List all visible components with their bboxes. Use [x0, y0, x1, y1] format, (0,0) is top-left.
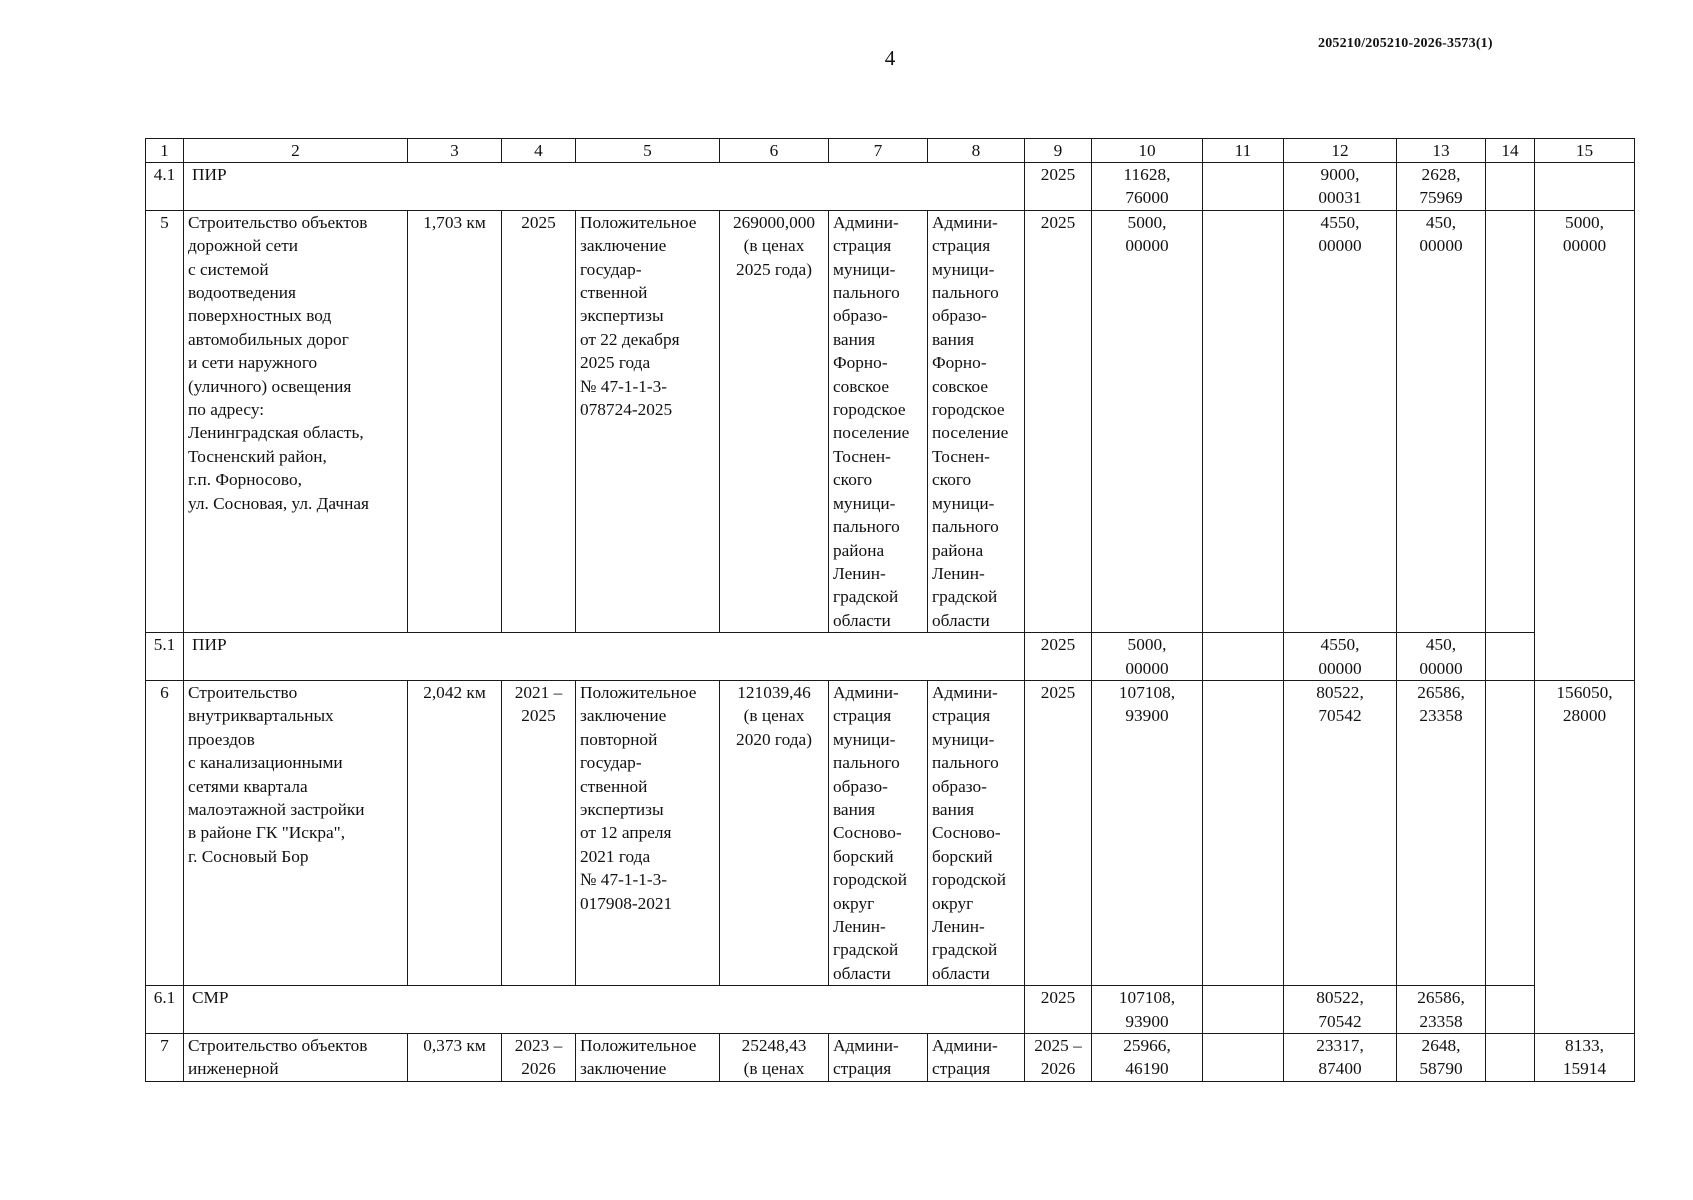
page-number: 4	[884, 46, 896, 70]
expertise-cell-text: Положительное заключение государ- ственной экспертизы от 22 декабря 2025 года № 47-1-1-3- 078724-2025	[580, 212, 697, 420]
expertise-cell	[576, 680, 720, 985]
year-cell	[1025, 1034, 1092, 1082]
period-cell-text: 2025	[521, 212, 556, 232]
developer-cell-text: Админи- страция	[932, 1036, 998, 1079]
object-name-text: Строительство объектов дорожной сети с системой водоотведения поверхностных вод автомобильных дорог и сети наружного (уличного) освещения по адресу: Ленинградская область, Тосненский район, г.п. Форносово, ул. Сосновая, ул. Дачная	[188, 212, 369, 513]
column-number: 14	[1486, 139, 1535, 163]
customer-cell-text: Админи- страция муници- пального образо- вания Сосново- борский городской округ Ленин- градской области	[833, 682, 907, 983]
row-number-text: 4.1	[153, 165, 176, 184]
local-cell-text: 2628, 75969	[1419, 165, 1463, 208]
object-row	[146, 210, 1635, 632]
customer-cell-text: Админи- страция	[833, 1036, 899, 1079]
other-cell	[1486, 210, 1535, 632]
local-cell	[1397, 210, 1486, 632]
subtotal-row	[146, 633, 1635, 681]
customer-cell-text: Админи- страция муници- пального образо- вания Форно- совское городское поселение Тоснен- ского муници- пального района Ленин- градской области	[833, 212, 910, 630]
cost-cell-text: 25248,43 (в ценах	[741, 1036, 807, 1079]
year-cell-text: 2025	[1040, 635, 1076, 655]
object-name-text: Строительство объектов инженерной	[188, 1036, 368, 1079]
object-name	[184, 680, 408, 985]
remaining-cost-cell	[1535, 1034, 1635, 1082]
cost-cell-text: 269000,000 (в ценах 2025 года)	[732, 212, 816, 279]
column-number: 8	[928, 139, 1025, 163]
object-row	[146, 680, 1635, 985]
local-cell-text: 2648, 58790	[1419, 1036, 1463, 1079]
year-cell	[1025, 163, 1092, 211]
regional-cell	[1284, 633, 1397, 681]
year-cell-text: 2025	[1040, 165, 1076, 184]
regional-cell	[1284, 1034, 1397, 1082]
regional-cell	[1284, 210, 1397, 632]
remaining-cost-cell-text: 5000, 00000	[1562, 212, 1607, 256]
cost-cell-text: 121039,46 (в ценах 2020 года)	[736, 682, 812, 749]
stage-label	[184, 633, 1025, 681]
column-number: 11	[1203, 139, 1284, 163]
other-cell	[1486, 680, 1535, 985]
period-cell-text: 2023 – 2026	[514, 1036, 563, 1079]
other-cell	[1486, 1034, 1535, 1082]
local-cell	[1397, 680, 1486, 985]
total-cell-text: 5000, 00000	[1125, 635, 1169, 678]
column-number: 7	[829, 139, 928, 163]
stage-label-text: СМР	[192, 988, 229, 1008]
column-number: 12	[1284, 139, 1397, 163]
column-number: 2	[184, 139, 408, 163]
row-number	[146, 680, 184, 985]
column-number: 10	[1092, 139, 1203, 163]
table-body	[146, 139, 1635, 1082]
length-cell-text: 0,373 км	[423, 1036, 486, 1056]
document-id: 205210/205210-2026-3573(1)	[1318, 36, 1493, 51]
developer-cell	[928, 680, 1025, 985]
column-number: 15	[1535, 139, 1635, 163]
column-number: 9	[1025, 139, 1092, 163]
local-cell-text: 26586, 23358	[1417, 682, 1465, 726]
year-cell	[1025, 986, 1092, 1034]
row-number	[146, 986, 184, 1034]
data-table	[145, 138, 1635, 1082]
regional-cell-text: 80522, 70542	[1316, 988, 1364, 1031]
remaining-cost-cell	[1535, 680, 1635, 1033]
federal-cell	[1203, 633, 1284, 681]
customer-cell	[829, 210, 928, 632]
federal-cell	[1203, 1034, 1284, 1082]
total-cell	[1092, 680, 1203, 985]
column-number: 1	[146, 139, 184, 163]
total-cell	[1092, 986, 1203, 1034]
row-number	[146, 633, 184, 681]
row-number	[146, 163, 184, 211]
local-cell-text: 450, 00000	[1419, 212, 1463, 256]
length-cell	[408, 1034, 502, 1082]
period-cell	[502, 680, 576, 985]
stage-label-text: ПИР	[192, 635, 227, 655]
row-number-text: 6	[160, 682, 169, 702]
customer-cell	[829, 680, 928, 985]
remaining-cost-cell	[1535, 210, 1635, 680]
column-number: 6	[720, 139, 829, 163]
year-cell-text: 2025	[1040, 212, 1076, 232]
length-cell-text: 2,042 км	[423, 682, 486, 702]
cost-cell	[720, 680, 829, 985]
regional-cell	[1284, 680, 1397, 985]
total-cell	[1092, 210, 1203, 632]
column-number-row	[146, 139, 1635, 163]
stage-label-text: ПИР	[192, 165, 227, 184]
length-cell	[408, 680, 502, 985]
expertise-cell	[576, 210, 720, 632]
stage-label	[184, 163, 1025, 211]
total-cell-text: 107108, 93900	[1118, 682, 1176, 726]
expertise-cell-text: Положительное заключение повторной государ- ственной экспертизы от 12 апреля 2021 года № 47-1-1-3- 017908-2021	[580, 682, 697, 913]
expertise-cell	[576, 1034, 720, 1082]
row-number-text: 7	[160, 1036, 169, 1056]
regional-cell-text: 9000, 00031	[1318, 165, 1362, 208]
year-cell-text: 2025	[1040, 988, 1076, 1008]
cost-cell	[720, 1034, 829, 1082]
year-cell	[1025, 680, 1092, 985]
total-cell	[1092, 1034, 1203, 1082]
year-cell-text: 2025 – 2026	[1034, 1036, 1082, 1079]
remaining-cost-cell	[1535, 163, 1635, 211]
total-cell	[1092, 163, 1203, 211]
total-cell-text: 107108, 93900	[1118, 988, 1176, 1031]
row-number-text: 5.1	[153, 635, 176, 655]
regional-cell-text: 4550, 00000	[1318, 635, 1362, 678]
other-cell	[1486, 163, 1535, 211]
regional-cell-text: 4550, 00000	[1318, 212, 1362, 256]
remaining-cost-cell-text: 8133, 15914	[1562, 1036, 1607, 1079]
row-number	[146, 1034, 184, 1082]
regional-cell-text: 80522, 70542	[1316, 682, 1364, 726]
period-cell	[502, 210, 576, 632]
subtotal-row	[146, 163, 1635, 211]
object-name	[184, 210, 408, 632]
local-cell	[1397, 986, 1486, 1034]
total-cell	[1092, 633, 1203, 681]
period-cell	[502, 1034, 576, 1082]
developer-cell	[928, 210, 1025, 632]
regional-cell	[1284, 986, 1397, 1034]
column-number: 5	[576, 139, 720, 163]
customer-cell	[829, 1034, 928, 1082]
local-cell	[1397, 163, 1486, 211]
total-cell-text: 5000, 00000	[1125, 212, 1169, 256]
total-cell-text: 25966, 46190	[1123, 1036, 1171, 1079]
federal-cell	[1203, 680, 1284, 985]
row-number	[146, 210, 184, 632]
developer-cell-text: Админи- страция муници- пального образо- вания Сосново- борский городской округ Ленин- градской области	[932, 682, 1006, 983]
row-number-text: 6.1	[153, 988, 176, 1008]
length-cell-text: 1,703 км	[423, 212, 486, 232]
local-cell-text: 450, 00000	[1419, 635, 1463, 678]
column-number: 13	[1397, 139, 1486, 163]
local-cell	[1397, 633, 1486, 681]
object-row	[146, 1034, 1635, 1082]
expertise-cell-text: Положительное заключение	[580, 1036, 697, 1079]
length-cell	[408, 210, 502, 632]
developer-cell	[928, 1034, 1025, 1082]
other-cell	[1486, 986, 1535, 1034]
object-name	[184, 1034, 408, 1082]
federal-cell	[1203, 210, 1284, 632]
object-name-text: Строительство внутриквартальных проездов с канализационными сетями квартала малоэтажной застройки в районе ГК "Искра", г. Сосновый Бор	[188, 682, 365, 866]
local-cell-text: 26586, 23358	[1417, 988, 1465, 1031]
period-cell-text: 2021 – 2025	[514, 682, 563, 726]
federal-cell	[1203, 986, 1284, 1034]
regional-cell	[1284, 163, 1397, 211]
local-cell	[1397, 1034, 1486, 1082]
regional-cell-text: 23317, 87400	[1316, 1036, 1364, 1079]
column-number: 4	[502, 139, 576, 163]
other-cell	[1486, 633, 1535, 681]
column-number: 3	[408, 139, 502, 163]
remaining-cost-cell-text: 156050, 28000	[1556, 682, 1613, 726]
year-cell	[1025, 633, 1092, 681]
federal-cell	[1203, 163, 1284, 211]
year-cell	[1025, 210, 1092, 632]
row-number-text: 5	[160, 212, 169, 232]
year-cell-text: 2025	[1040, 682, 1076, 702]
total-cell-text: 11628, 76000	[1123, 165, 1171, 208]
stage-label	[184, 986, 1025, 1034]
cost-cell	[720, 210, 829, 632]
developer-cell-text: Админи- страция муници- пального образо- вания Форно- совское городское поселение Тоснен- ского муници- пального района Ленин- градской области	[932, 212, 1009, 630]
subtotal-row	[146, 986, 1635, 1034]
